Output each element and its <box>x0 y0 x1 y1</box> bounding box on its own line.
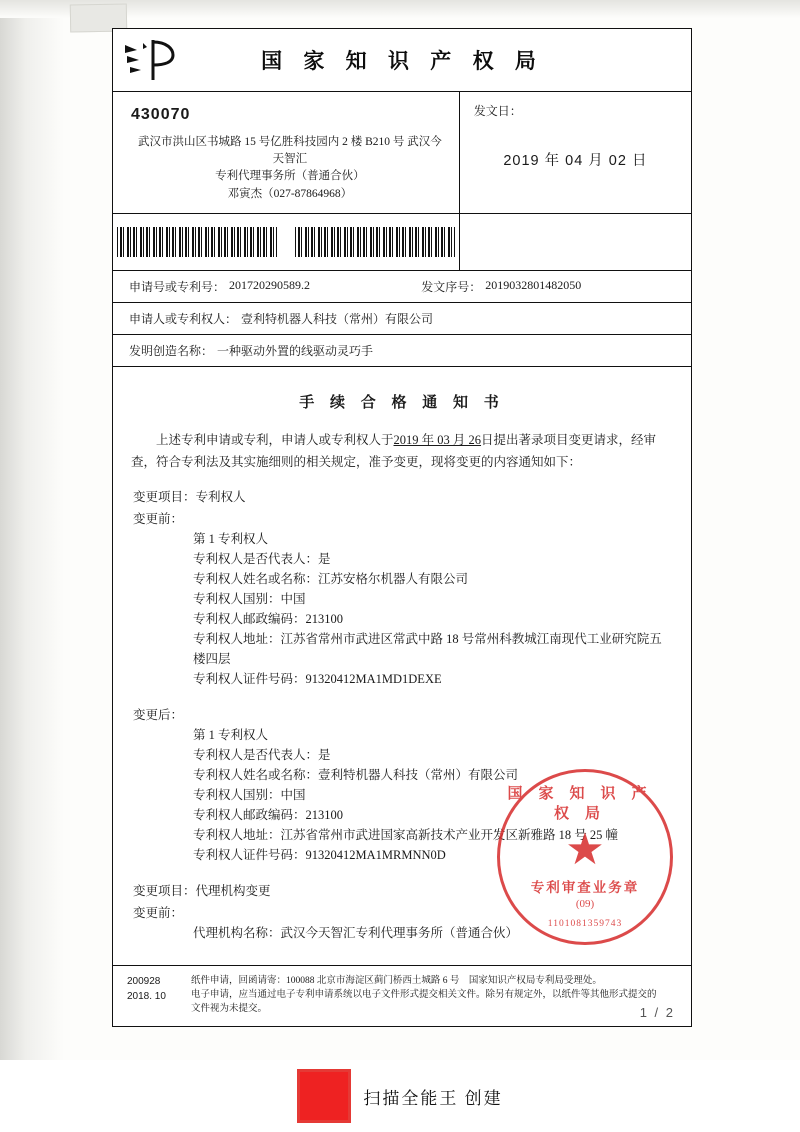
barcode-1 <box>117 227 277 257</box>
notice-paragraph <box>131 429 673 473</box>
applicant-label: 申请人或专利权人： <box>129 312 238 326</box>
addressee-line-1: 武汉市洪山区书城路 15 号亿胜科技园内 2 楼 B210 号 武汉今天智汇 <box>138 136 442 165</box>
change-after-label: 变更后： <box>133 708 184 722</box>
change-after-field: 专利权人是否代表人：是 <box>193 748 331 762</box>
seal-number: (09) <box>575 898 595 910</box>
change-after-field: 专利权人邮政编码：213100 <box>193 808 344 822</box>
application-number-value: 201720290589.2 <box>229 278 311 292</box>
footer-notes <box>191 974 679 1016</box>
notice-document <box>112 28 692 1027</box>
change-before-heading: 第 1 专利权人 <box>193 532 269 546</box>
document-body <box>113 367 691 965</box>
applicant-value: 壹利特机器人科技（常州）有限公司 <box>241 312 434 326</box>
barcode-right-empty <box>460 214 691 270</box>
change-after-field: 专利权人地址：江苏省常州市武进国家高新技术产业开发区新雅路 18 号 25 幢 <box>193 828 619 842</box>
document-footer <box>113 965 691 1026</box>
postal-code: 430070 <box>131 106 191 123</box>
change-after-field: 专利权人证件号码：91320412MA1MRMNN0D <box>193 848 446 862</box>
change-before-field: 代理机构名称：武汉今天智汇专利代理事务所（普通合伙） <box>193 926 519 940</box>
scan-watermark <box>0 1060 800 1132</box>
notice-paragraph-pre: 上述专利申请或专利，申请人或专利权人于 <box>156 433 394 447</box>
form-code-line-2: 2018. 10 <box>127 991 166 1002</box>
change-item-label: 变更项目：代理机构变更 <box>133 884 271 898</box>
seal-top-text: 国家知识产权局 <box>507 786 663 822</box>
application-number-cell <box>129 278 421 295</box>
change-before-field: 专利权人地址：江苏省常州市武进区常武中路 18 号常州科教城江南现代工业研究院五楼四层 <box>193 632 662 666</box>
applicant-cell <box>129 310 433 327</box>
change-before-field: 专利权人邮政编码：213100 <box>193 612 344 626</box>
address-date-row <box>113 92 691 214</box>
scan-edge-left <box>0 0 64 1132</box>
page-number: 1 / 2 <box>639 1005 675 1020</box>
issue-date-value: 2019 年 04 月 02 日 <box>503 153 648 169</box>
cnipa-emblem-icon <box>123 37 181 83</box>
qr-code-icon <box>297 1069 351 1123</box>
notice-request-date: 2019 年 03 月 26 <box>393 433 482 447</box>
dispatch-number-value: 2019032801482050 <box>485 278 582 292</box>
seal-serial: 1101081359743 <box>547 919 623 929</box>
dispatch-number-label: 发文序号： <box>421 280 482 294</box>
change-before-field: 专利权人姓名或名称：江苏安格尔机器人有限公司 <box>193 572 469 586</box>
invention-title-cell <box>129 342 373 359</box>
change-after-heading: 第 1 专利权人 <box>193 728 269 742</box>
barcode-row <box>113 214 691 271</box>
dispatch-number-cell <box>421 278 691 295</box>
issue-date-block <box>460 92 691 213</box>
invention-title-label: 发明创造名称： <box>129 344 214 358</box>
issue-date-label: 发文日： <box>473 104 522 118</box>
spacer <box>131 943 673 957</box>
change-before-label: 变更前： <box>133 906 184 920</box>
spacer <box>131 689 673 703</box>
page-title: 国 家 知 识 产 权 局 <box>261 48 543 73</box>
change-before-field: 专利权人国别：中国 <box>193 592 306 606</box>
document-footer-wrap <box>113 965 691 1026</box>
addressee-block <box>113 92 460 213</box>
table-row <box>113 335 691 367</box>
application-number-label: 申请号或专利号： <box>129 280 226 294</box>
footer-note-3: 文件视为未提交。 <box>191 1004 268 1014</box>
footer-note-2: 电子申请，应当通过电子专利申请系统以电子文件形式提交相关文件。除另有规定外，以纸件等其他形式提交的 <box>191 990 657 1000</box>
spacer <box>131 865 673 879</box>
seal-bottom-text: 专利审查业务章 <box>530 880 640 895</box>
barcode-area <box>113 214 460 270</box>
addressee-line-2: 专利代理事务所（普通合伙） <box>215 170 365 182</box>
seal-star-icon: ★ <box>565 825 605 875</box>
table-row <box>113 271 691 303</box>
form-code-line-1: 200928 <box>127 976 161 987</box>
change-before-field: 专利权人证件号码：91320412MA1MD1DEXE <box>193 672 442 686</box>
watermark-text: 扫描全能王 创建 <box>363 1088 503 1108</box>
table-row <box>113 303 691 335</box>
addressee-line-3: 邓寅杰（027‑87864968） <box>227 188 353 200</box>
barcode-2 <box>295 227 455 257</box>
invention-title-value: 一种驱动外置的线驱动灵巧手 <box>217 344 374 358</box>
change-before-field: 专利权人是否代表人：是 <box>193 552 331 566</box>
document-header <box>113 29 691 92</box>
addressee-lines <box>131 134 449 203</box>
footer-note-1: 纸件申请，回函请寄：100088 北京市海淀区蓟门桥西土城路 6 号 国家知识产权局专利局受理处。 <box>191 976 602 986</box>
change-before-label: 变更前： <box>133 512 184 526</box>
notice-title: 手 续 合 格 通 知 书 <box>299 395 505 411</box>
change-item-label: 变更项目：专利权人 <box>133 490 246 504</box>
change-after-field: 专利权人姓名或名称：壹利特机器人科技（常州）有限公司 <box>193 768 519 782</box>
change-after-field: 专利权人国别：中国 <box>193 788 306 802</box>
notice-paragraph-post: 日提出著录项目变更请求，经审查，符合专利法及其实施细则的相关规定，准予变更，现将变更的内容通知如下： <box>131 433 657 469</box>
form-code <box>127 974 191 1016</box>
